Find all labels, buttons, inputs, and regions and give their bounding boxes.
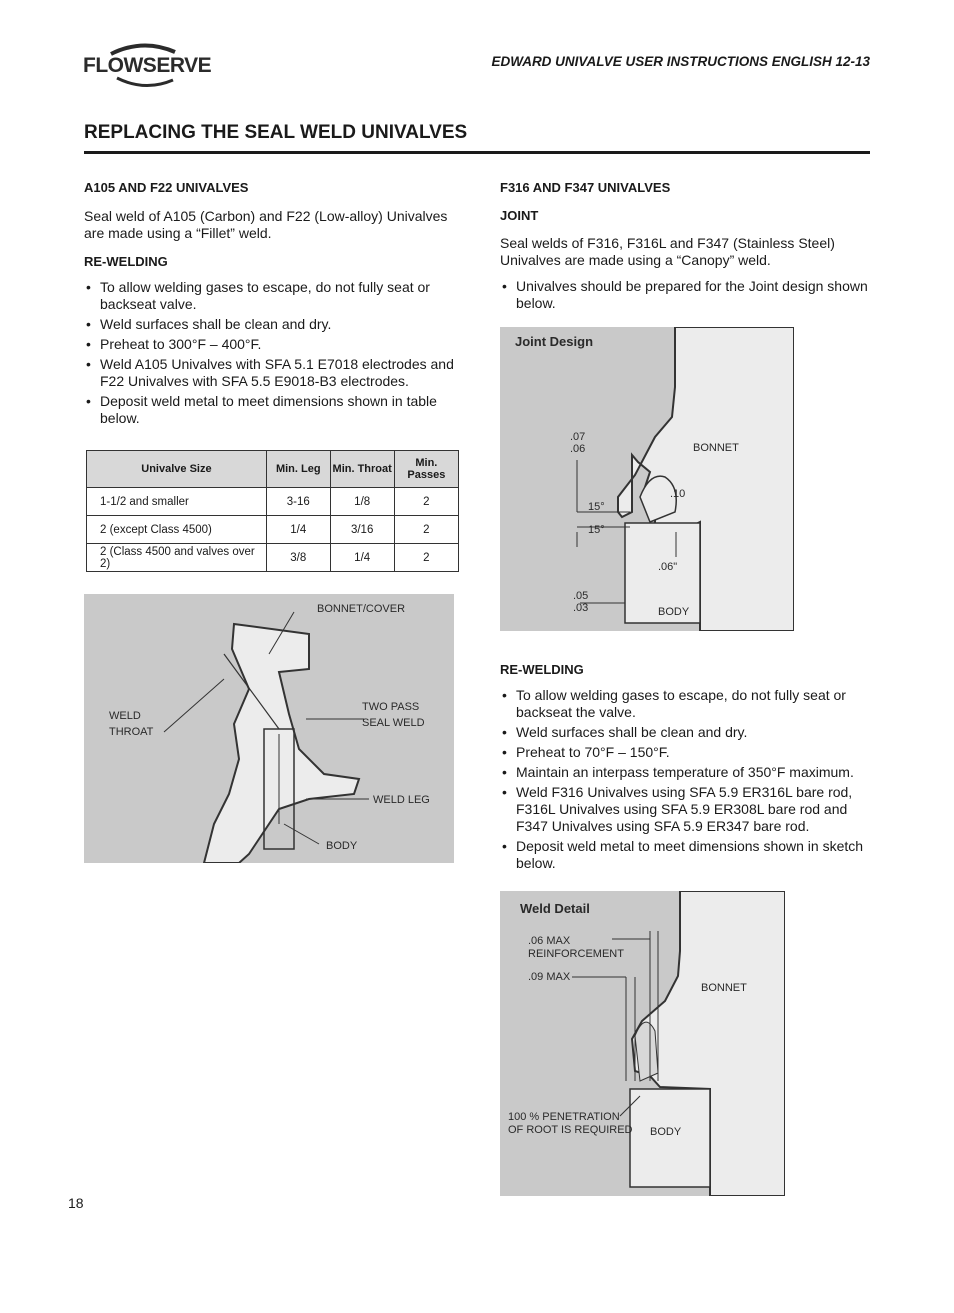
weld-dimensions-table [86, 450, 459, 572]
table-cell: 2 (Class 4500 and valves over 2) [87, 544, 267, 572]
page-title: REPLACING THE SEAL WELD UNIVALVES [84, 122, 468, 143]
logo-text: FLOWSERVE [83, 54, 212, 77]
label-09-max: .09 MAX [528, 971, 571, 983]
joint-design-figure [500, 327, 794, 631]
label-reinforcement: REINFORCEMENT [528, 948, 624, 960]
list-item: • Preheat to 300°F – 400°F. [84, 336, 454, 353]
flowserve-logo [83, 40, 213, 90]
bonnet-body-shape [204, 624, 359, 863]
list-item: • Univalves should be prepared for the Joint design shown below. [500, 278, 870, 312]
label-body: BODY [326, 840, 358, 852]
col-header: Min. Leg [266, 451, 330, 488]
title-rule [84, 151, 870, 154]
list-item: • Maintain an interpass temperature of 350°F maximum. [500, 764, 870, 781]
label-bonnet: BONNET [693, 442, 739, 454]
list-item: • Preheat to 70°F – 150°F. [500, 744, 870, 761]
f316-heading: F316 AND F347 UNIVALVES [500, 180, 671, 195]
table-cell: 3-16 [266, 488, 330, 516]
label-two-pass: TWO PASS [362, 701, 420, 713]
list-item: • Deposit weld metal to meet dimensions shown in table below. [84, 393, 454, 427]
body-block [630, 1089, 710, 1187]
rewelding-heading-right: RE-WELDING [500, 662, 584, 677]
label-throat: THROAT [109, 726, 154, 738]
table-cell: 1/4 [330, 544, 394, 572]
label-angle-15b: 15° [588, 524, 605, 536]
label-body: BODY [650, 1126, 682, 1138]
col-header: Univalve Size [87, 451, 267, 488]
label-root-required: OF ROOT IS REQUIRED [508, 1124, 633, 1136]
label-bonnet: BONNET [701, 982, 747, 994]
label-dim-05: .05 [573, 590, 589, 602]
fillet-weld-figure [84, 594, 454, 863]
table-cell: 2 [394, 544, 458, 572]
weld-detail-figure [500, 891, 785, 1196]
list-item: • Weld F316 Univalves using SFA 5.9 ER316L bare rod, F316L Univalves using SFA 5.9 ER308L bare rod and F347 Univalves using SFA 5.9 ER347 bare rod. [500, 784, 870, 835]
col-header: Min. Throat [330, 451, 394, 488]
a105-intro: Seal weld of A105 (Carbon) and F22 (Low-alloy) Univalves are made using a “Fillet” weld. [84, 208, 448, 241]
label-weld-leg: WELD LEG [373, 794, 430, 806]
label-dim-06: .06 [570, 443, 586, 455]
left-column [84, 180, 454, 430]
joint-list [500, 278, 870, 312]
table-cell: 3/8 [266, 544, 330, 572]
body-leader [284, 824, 319, 844]
table-cell: 1-1/2 and smaller [87, 488, 267, 516]
right-column [500, 180, 870, 315]
document-title: EDWARD UNIVALVE USER INSTRUCTIONS ENGLISH 12-13 [491, 54, 870, 69]
list-item: • Deposit weld metal to meet dimensions shown in sketch below. [500, 838, 870, 872]
f316-intro: Seal welds of F316, F316L and F347 (Stainless Steel) Univalves are made using a “Canopy” weld. [500, 235, 835, 268]
list-item: • Weld surfaces shall be clean and dry. [84, 316, 454, 333]
a105-heading: A105 AND F22 UNIVALVES [84, 180, 249, 195]
joint-heading: JOINT [500, 208, 539, 223]
label-dim-07: .07 [570, 431, 586, 443]
table-cell: 2 (except Class 4500) [87, 516, 267, 544]
label-06-max: .06 MAX [528, 935, 571, 947]
label-weld: WELD [109, 710, 141, 722]
joint-design-title: Joint Design [515, 334, 594, 349]
rewelding-heading-left: RE-WELDING [84, 254, 168, 269]
list-item: • To allow welding gases to escape, do not fully seat or backseat valve. [84, 279, 454, 313]
rewelding-list-right [500, 687, 870, 872]
label-dim-03: .03 [573, 602, 589, 614]
weld-detail-title: Weld Detail [520, 901, 590, 916]
table-cell: 1/8 [330, 488, 394, 516]
label-body: BODY [658, 606, 690, 618]
label-seal-weld: SEAL WELD [362, 717, 425, 729]
table-header-row [87, 451, 459, 488]
throat-leader [164, 679, 224, 732]
list-item: • Weld A105 Univalves with SFA 5.1 E7018 electrodes and F22 Univalves with SFA 5.5 E9018-B3 electrodes. [84, 356, 454, 390]
table-row [87, 488, 459, 516]
label-dim-06b: .06" [658, 561, 678, 573]
list-item: • Weld surfaces shall be clean and dry. [500, 724, 870, 741]
list-item: • To allow welding gases to escape, do not fully seat or backseat the valve. [500, 687, 870, 721]
table-cell: 2 [394, 516, 458, 544]
rewelding-list-left [84, 279, 454, 427]
label-angle-15a: 15° [588, 501, 605, 513]
label-bonnet: BONNET/COVER [317, 603, 406, 615]
table-cell: 3/16 [330, 516, 394, 544]
table-row [87, 544, 459, 572]
table-cell: 2 [394, 488, 458, 516]
col-header: Min. Passes [394, 451, 458, 488]
table-row [87, 516, 459, 544]
page-number: 18 [68, 1195, 84, 1211]
right-rewelding [500, 662, 870, 875]
label-penetration: 100 % PENETRATION [508, 1111, 620, 1123]
table-cell: 1/4 [266, 516, 330, 544]
label-dim-10: .10 [670, 488, 686, 500]
